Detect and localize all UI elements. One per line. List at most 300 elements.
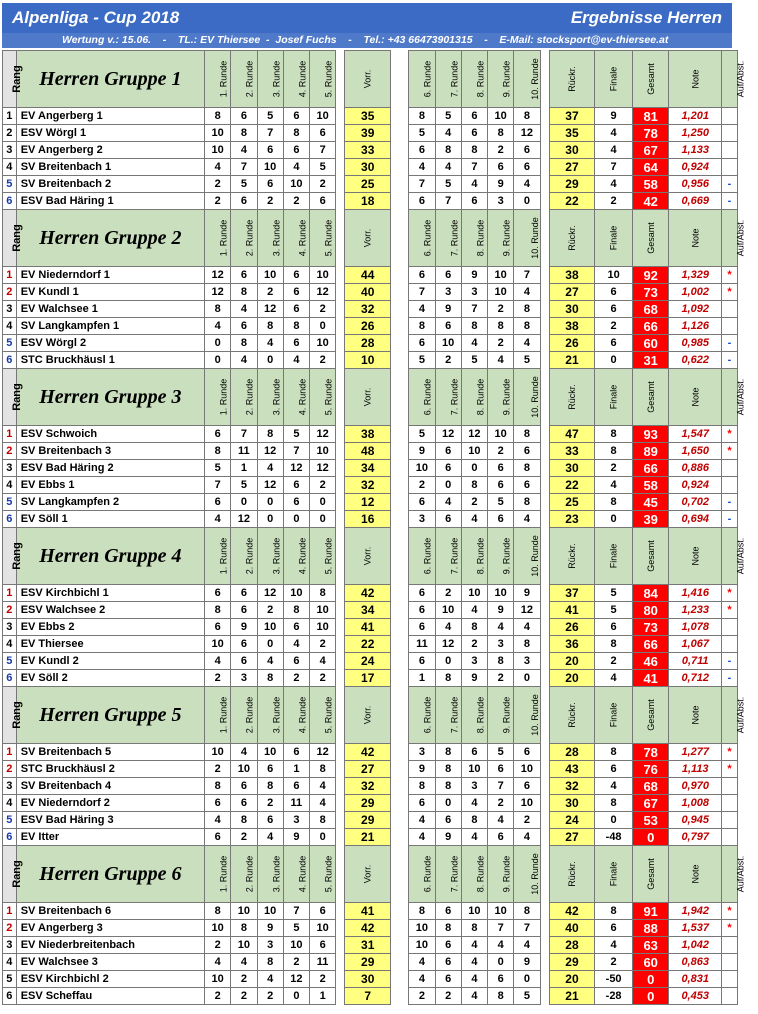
spacer bbox=[336, 778, 345, 795]
rueckr-sum: 27 bbox=[549, 829, 595, 846]
note-value: 1,002 bbox=[669, 284, 722, 301]
round-score: 2 bbox=[310, 352, 336, 369]
rank-cell: 3 bbox=[3, 142, 17, 159]
note-value: 1,547 bbox=[669, 426, 722, 443]
round-score: 6 bbox=[231, 795, 257, 812]
round-label: 1. Runde bbox=[218, 537, 229, 575]
round-score: 3 bbox=[514, 653, 540, 670]
team-name: STC Bruckhäusl 2 bbox=[16, 761, 204, 778]
rank-cell: 4 bbox=[3, 954, 17, 971]
promotion-marker bbox=[721, 318, 737, 335]
spacer bbox=[540, 267, 549, 284]
round-label: 6. Runde bbox=[422, 60, 433, 98]
rank-cell: 5 bbox=[3, 176, 17, 193]
round-header bbox=[231, 210, 257, 267]
round-score: 10 bbox=[310, 619, 336, 636]
round-score: 4 bbox=[283, 352, 309, 369]
spacer bbox=[540, 636, 549, 653]
round-score: 12 bbox=[310, 426, 336, 443]
spacer bbox=[540, 369, 549, 426]
gesamt-header bbox=[632, 210, 669, 267]
round-header bbox=[231, 687, 257, 744]
round-score: 4 bbox=[283, 159, 309, 176]
rueckr-sum: 24 bbox=[549, 812, 595, 829]
round-score: 4 bbox=[409, 812, 435, 829]
round-score: 6 bbox=[409, 653, 435, 670]
round-score: 6 bbox=[409, 142, 435, 159]
promotion-marker bbox=[721, 477, 737, 494]
spacer bbox=[540, 210, 549, 267]
team-name: EV Itter bbox=[16, 829, 204, 846]
table-row bbox=[3, 511, 738, 528]
round-score: 6 bbox=[231, 636, 257, 653]
promotion-marker bbox=[721, 301, 737, 318]
round-score: 10 bbox=[257, 267, 283, 284]
spacer bbox=[336, 988, 345, 1005]
gesamt-header bbox=[632, 528, 669, 585]
rank-cell: 5 bbox=[3, 971, 17, 988]
spacer bbox=[336, 108, 345, 125]
round-header bbox=[514, 210, 540, 267]
round-score: 2 bbox=[435, 585, 461, 602]
round-score: 8 bbox=[514, 426, 540, 443]
rueckr-header bbox=[549, 210, 595, 267]
note-value: 0,863 bbox=[669, 954, 722, 971]
round-score: 9 bbox=[461, 267, 487, 284]
gesamt-score: 58 bbox=[632, 176, 669, 193]
round-score: 6 bbox=[310, 903, 336, 920]
finale-score: 6 bbox=[595, 301, 633, 318]
spacer bbox=[540, 494, 549, 511]
table-row bbox=[3, 971, 738, 988]
round-score: 8 bbox=[461, 142, 487, 159]
round-score: 6 bbox=[435, 937, 461, 954]
spacer bbox=[336, 477, 345, 494]
round-score: 6 bbox=[488, 761, 514, 778]
round-score: 2 bbox=[231, 829, 257, 846]
note-value: 1,201 bbox=[669, 108, 722, 125]
round-label: 5. Runde bbox=[323, 378, 334, 416]
round-score: 2 bbox=[310, 176, 336, 193]
note-value: 0,831 bbox=[669, 971, 722, 988]
round-score: 2 bbox=[310, 636, 336, 653]
spacer bbox=[336, 51, 345, 108]
gesamt-header bbox=[632, 369, 669, 426]
vorr-sum: 30 bbox=[345, 971, 391, 988]
round-score: 12 bbox=[231, 511, 257, 528]
spacer bbox=[336, 653, 345, 670]
round-score: 0 bbox=[461, 460, 487, 477]
team-name: EV Thiersee bbox=[16, 636, 204, 653]
round-header bbox=[514, 528, 540, 585]
round-score: 2 bbox=[205, 937, 231, 954]
promotion-marker: - bbox=[721, 176, 737, 193]
round-score: 6 bbox=[257, 176, 283, 193]
round-score: 6 bbox=[310, 193, 336, 210]
spacer bbox=[391, 937, 409, 954]
round-score: 4 bbox=[409, 971, 435, 988]
round-header bbox=[257, 51, 283, 108]
round-score: 10 bbox=[205, 636, 231, 653]
finale-score: 6 bbox=[595, 284, 633, 301]
spacer bbox=[540, 108, 549, 125]
group-title: Herren Gruppe 6 bbox=[16, 846, 204, 903]
spacer bbox=[336, 159, 345, 176]
spacer bbox=[391, 670, 409, 687]
note-value: 1,092 bbox=[669, 301, 722, 318]
aufabst-label: Auf/Abst. bbox=[735, 60, 746, 98]
round-score: 6 bbox=[514, 744, 540, 761]
finale-score: 8 bbox=[595, 426, 633, 443]
finale-label: Finale bbox=[608, 66, 619, 92]
round-score: 0 bbox=[514, 193, 540, 210]
finale-header bbox=[595, 51, 633, 108]
round-score: 10 bbox=[514, 795, 540, 812]
spacer bbox=[391, 795, 409, 812]
finale-score: -48 bbox=[595, 829, 633, 846]
spacer bbox=[391, 369, 409, 426]
round-score: 2 bbox=[310, 477, 336, 494]
gesamt-score: 66 bbox=[632, 460, 669, 477]
round-label: 2. Runde bbox=[244, 60, 255, 98]
round-score: 6 bbox=[283, 477, 309, 494]
note-value: 1,113 bbox=[669, 761, 722, 778]
promotion-marker bbox=[721, 460, 737, 477]
spacer bbox=[391, 829, 409, 846]
spacer bbox=[540, 920, 549, 937]
round-score: 8 bbox=[310, 585, 336, 602]
vorr-sum: 17 bbox=[345, 670, 391, 687]
vorr-sum: 30 bbox=[345, 159, 391, 176]
round-header bbox=[435, 51, 461, 108]
spacer bbox=[336, 812, 345, 829]
rueckr-label: Rückr. bbox=[566, 225, 577, 251]
round-score: 3 bbox=[409, 511, 435, 528]
rueckr-sum: 21 bbox=[549, 352, 595, 369]
round-header bbox=[461, 51, 487, 108]
team-name: ESV Bad Häring 1 bbox=[16, 193, 204, 210]
round-score: 2 bbox=[488, 795, 514, 812]
team-name: ESV Walchsee 2 bbox=[16, 602, 204, 619]
round-header bbox=[461, 687, 487, 744]
round-score: 7 bbox=[461, 159, 487, 176]
round-score: 6 bbox=[488, 477, 514, 494]
finale-score: 7 bbox=[595, 159, 633, 176]
promotion-marker bbox=[721, 636, 737, 653]
vorr-sum: 22 bbox=[345, 636, 391, 653]
round-header bbox=[409, 687, 435, 744]
round-score: 8 bbox=[205, 602, 231, 619]
note-header bbox=[669, 687, 722, 744]
promotion-marker: * bbox=[721, 744, 737, 761]
finale-score: 4 bbox=[595, 176, 633, 193]
round-score: 8 bbox=[514, 108, 540, 125]
round-score: 6 bbox=[283, 744, 309, 761]
spacer bbox=[391, 619, 409, 636]
round-label: 3. Runde bbox=[270, 696, 281, 734]
spacer bbox=[336, 426, 345, 443]
round-score: 12 bbox=[435, 636, 461, 653]
finale-score: 8 bbox=[595, 494, 633, 511]
round-score: 6 bbox=[257, 761, 283, 778]
rueckr-sum: 43 bbox=[549, 761, 595, 778]
round-score: 5 bbox=[283, 920, 309, 937]
promotion-marker: * bbox=[721, 284, 737, 301]
spacer bbox=[336, 318, 345, 335]
table-row bbox=[3, 159, 738, 176]
vorr-sum: 12 bbox=[345, 494, 391, 511]
round-score: 1 bbox=[231, 460, 257, 477]
round-header bbox=[409, 369, 435, 426]
finale-label: Finale bbox=[608, 543, 619, 569]
round-score: 6 bbox=[435, 954, 461, 971]
rueckr-sum: 26 bbox=[549, 335, 595, 352]
group-header bbox=[3, 846, 738, 903]
round-header bbox=[257, 687, 283, 744]
vorr-header bbox=[345, 210, 391, 267]
promotion-marker: * bbox=[721, 426, 737, 443]
round-header bbox=[231, 51, 257, 108]
round-score: 4 bbox=[257, 829, 283, 846]
round-score: 4 bbox=[310, 653, 336, 670]
spacer bbox=[391, 528, 409, 585]
round-score: 0 bbox=[283, 988, 309, 1005]
round-score: 6 bbox=[435, 971, 461, 988]
finale-label: Finale bbox=[608, 702, 619, 728]
round-score: 4 bbox=[257, 971, 283, 988]
round-score: 5 bbox=[231, 477, 257, 494]
vorr-sum: 31 bbox=[345, 937, 391, 954]
promotion-marker: - bbox=[721, 494, 737, 511]
round-header bbox=[514, 846, 540, 903]
round-header bbox=[231, 369, 257, 426]
gesamt-label: Gesamt bbox=[645, 63, 656, 95]
round-score: 10 bbox=[488, 903, 514, 920]
round-label: 2. Runde bbox=[244, 219, 255, 257]
round-score: 7 bbox=[514, 920, 540, 937]
rueckr-sum: 30 bbox=[549, 142, 595, 159]
gesamt-score: 60 bbox=[632, 335, 669, 352]
round-score: 6 bbox=[205, 829, 231, 846]
round-score: 3 bbox=[435, 284, 461, 301]
spacer bbox=[540, 954, 549, 971]
round-score: 2 bbox=[310, 670, 336, 687]
spacer bbox=[391, 301, 409, 318]
team-name: STC Bruckhäusl 1 bbox=[16, 352, 204, 369]
team-name: EV Kundl 2 bbox=[16, 653, 204, 670]
vorr-sum: 40 bbox=[345, 284, 391, 301]
note-value: 1,329 bbox=[669, 267, 722, 284]
table-row bbox=[3, 920, 738, 937]
spacer bbox=[336, 267, 345, 284]
promotion-marker bbox=[721, 954, 737, 971]
round-score: 4 bbox=[488, 937, 514, 954]
finale-score: 9 bbox=[595, 108, 633, 125]
note-value: 1,008 bbox=[669, 795, 722, 812]
vorr-label: Vorr. bbox=[362, 864, 373, 884]
round-header bbox=[409, 210, 435, 267]
round-header bbox=[257, 528, 283, 585]
round-label: 2. Runde bbox=[244, 855, 255, 893]
aufabst-label: Auf/Abst. bbox=[735, 855, 746, 893]
round-label: 4. Runde bbox=[297, 378, 308, 416]
round-score: 12 bbox=[310, 744, 336, 761]
round-score: 6 bbox=[231, 585, 257, 602]
vorr-sum: 35 bbox=[345, 108, 391, 125]
team-name: EV Ebbs 2 bbox=[16, 619, 204, 636]
round-score: 4 bbox=[461, 795, 487, 812]
rueckr-sum: 42 bbox=[549, 903, 595, 920]
table-row bbox=[3, 988, 738, 1005]
round-header bbox=[409, 51, 435, 108]
rank-cell: 1 bbox=[3, 426, 17, 443]
promotion-marker: - bbox=[721, 335, 737, 352]
round-label: 7. Runde bbox=[448, 537, 459, 575]
spacer bbox=[540, 988, 549, 1005]
promotion-marker: * bbox=[721, 443, 737, 460]
spacer bbox=[336, 352, 345, 369]
rank-cell: 1 bbox=[3, 267, 17, 284]
finale-score: 2 bbox=[595, 460, 633, 477]
round-score: 8 bbox=[488, 988, 514, 1005]
round-label: 8. Runde bbox=[475, 60, 486, 98]
round-score: 6 bbox=[435, 460, 461, 477]
note-value: 0,886 bbox=[669, 460, 722, 477]
round-score: 8 bbox=[409, 778, 435, 795]
round-score: 5 bbox=[488, 494, 514, 511]
round-score: 6 bbox=[283, 301, 309, 318]
finale-score: 8 bbox=[595, 443, 633, 460]
rueckr-label: Rückr. bbox=[566, 543, 577, 569]
round-score: 8 bbox=[514, 301, 540, 318]
round-score: 7 bbox=[205, 477, 231, 494]
round-header bbox=[257, 369, 283, 426]
group-header bbox=[3, 687, 738, 744]
round-score: 2 bbox=[461, 636, 487, 653]
finale-score: 4 bbox=[595, 142, 633, 159]
round-score: 6 bbox=[257, 142, 283, 159]
round-score: 8 bbox=[435, 778, 461, 795]
rank-cell: 3 bbox=[3, 301, 17, 318]
round-score: 9 bbox=[461, 670, 487, 687]
round-score: 3 bbox=[257, 937, 283, 954]
round-header bbox=[283, 846, 309, 903]
note-value: 0,945 bbox=[669, 812, 722, 829]
round-score: 4 bbox=[310, 778, 336, 795]
round-score: 4 bbox=[435, 494, 461, 511]
round-label: 8. Runde bbox=[475, 537, 486, 575]
round-score: 6 bbox=[283, 619, 309, 636]
vorr-sum: 10 bbox=[345, 352, 391, 369]
finale-score: 0 bbox=[595, 511, 633, 528]
round-score: 6 bbox=[409, 619, 435, 636]
promotion-marker: - bbox=[721, 670, 737, 687]
round-score: 10 bbox=[461, 761, 487, 778]
finale-score: -50 bbox=[595, 971, 633, 988]
round-score: 10 bbox=[409, 937, 435, 954]
round-score: 10 bbox=[310, 335, 336, 352]
note-value: 1,067 bbox=[669, 636, 722, 653]
rueckr-sum: 40 bbox=[549, 920, 595, 937]
round-score: 8 bbox=[231, 812, 257, 829]
round-label: 10. Runde bbox=[530, 535, 541, 577]
finale-score: 2 bbox=[595, 653, 633, 670]
group-header bbox=[3, 369, 738, 426]
spacer bbox=[540, 142, 549, 159]
round-score: 2 bbox=[514, 812, 540, 829]
round-label: 7. Runde bbox=[448, 696, 459, 734]
spacer bbox=[540, 778, 549, 795]
round-score: 4 bbox=[257, 335, 283, 352]
round-score: 6 bbox=[409, 795, 435, 812]
gesamt-score: 76 bbox=[632, 761, 669, 778]
table-row bbox=[3, 125, 738, 142]
page-title: Alpenliga - Cup 2018 bbox=[12, 8, 180, 27]
round-score: 7 bbox=[310, 142, 336, 159]
round-header bbox=[435, 369, 461, 426]
round-score: 12 bbox=[205, 267, 231, 284]
round-score: 10 bbox=[257, 619, 283, 636]
rank-cell: 2 bbox=[3, 920, 17, 937]
round-label: 9. Runde bbox=[501, 696, 512, 734]
round-score: 1 bbox=[310, 988, 336, 1005]
table-row bbox=[3, 602, 738, 619]
vorr-label: Vorr. bbox=[362, 546, 373, 566]
note-value: 1,650 bbox=[669, 443, 722, 460]
finale-label: Finale bbox=[608, 225, 619, 251]
spacer bbox=[336, 494, 345, 511]
table-row bbox=[3, 176, 738, 193]
rueckr-sum: 37 bbox=[549, 108, 595, 125]
round-score: 10 bbox=[514, 761, 540, 778]
team-name: EV Angerberg 2 bbox=[16, 142, 204, 159]
group-header bbox=[3, 51, 738, 108]
round-score: 4 bbox=[409, 159, 435, 176]
round-header bbox=[409, 846, 435, 903]
round-label: 10. Runde bbox=[530, 694, 541, 736]
gesamt-score: 58 bbox=[632, 477, 669, 494]
note-header bbox=[669, 528, 722, 585]
spacer bbox=[336, 846, 345, 903]
table-row bbox=[3, 108, 738, 125]
round-score: 4 bbox=[205, 812, 231, 829]
round-header bbox=[310, 846, 336, 903]
round-score: 5 bbox=[461, 352, 487, 369]
finale-score: 0 bbox=[595, 812, 633, 829]
gesamt-header bbox=[632, 687, 669, 744]
rank-cell: 3 bbox=[3, 460, 17, 477]
vorr-header bbox=[345, 528, 391, 585]
table-row bbox=[3, 267, 738, 284]
team-name: EV Niederndorf 1 bbox=[16, 267, 204, 284]
round-score: 3 bbox=[488, 193, 514, 210]
round-score: 11 bbox=[283, 795, 309, 812]
round-label: 6. Runde bbox=[422, 696, 433, 734]
round-header bbox=[283, 528, 309, 585]
round-score: 4 bbox=[257, 460, 283, 477]
round-score: 8 bbox=[514, 636, 540, 653]
round-label: 3. Runde bbox=[270, 537, 281, 575]
gesamt-score: 63 bbox=[632, 937, 669, 954]
rueckr-header bbox=[549, 51, 595, 108]
round-score: 0 bbox=[514, 971, 540, 988]
round-score: 10 bbox=[205, 920, 231, 937]
round-score: 2 bbox=[231, 971, 257, 988]
round-score: 4 bbox=[514, 335, 540, 352]
spacer bbox=[336, 301, 345, 318]
round-score: 5 bbox=[435, 108, 461, 125]
round-score: 8 bbox=[310, 812, 336, 829]
